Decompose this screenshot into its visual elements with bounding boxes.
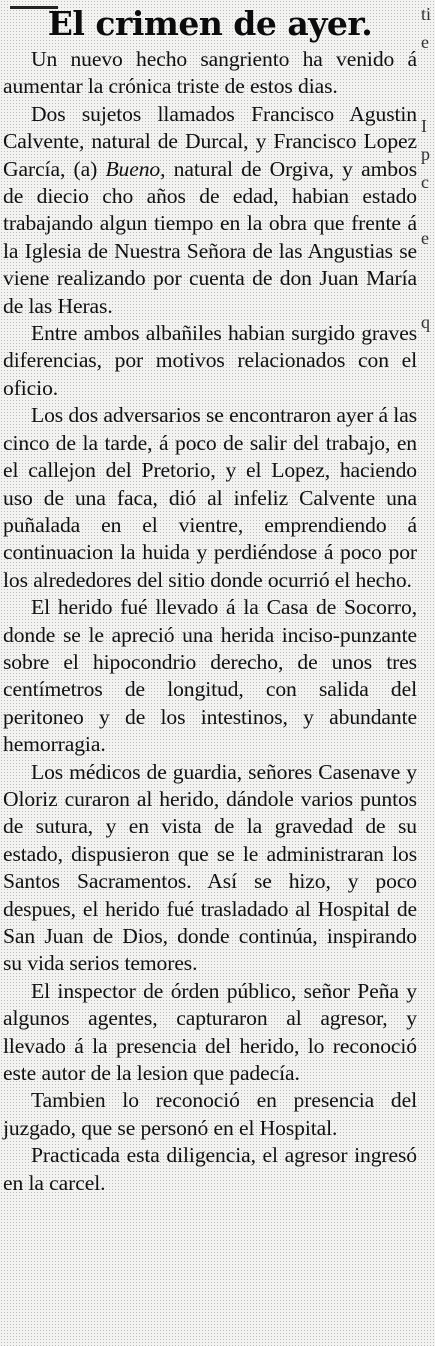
paragraph-2: Dos sujetos llamados Francisco Agustin Calvente, natural de Durcal, y Francisco Lopez García, (a) Bueno, natural de Orgiva, y ambos de diecio cho años de edad, habian estado trabajando algun tiempo en la obra que frente á la Iglesia de Nuestra Señora de las Angustias se viene realizando por cuenta de don Juan María de las Heras. bbox=[3, 101, 418, 318]
paragraph-4: Los dos adversarios se encontraron ayer á las cinco de la tarde, á poco de salir del trabajo, en el callejon del Pretorio, y el Lopez, haciendo uso de una faca, dió al infeliz Calvente una puñalada en el vientre, emprendiendo á continuacion la huida y perdiéndose á poco por los alrededores del sitio donde ocurrió el hecho. bbox=[3, 403, 417, 592]
margin-letter bbox=[421, 196, 435, 224]
margin-letter bbox=[421, 252, 435, 280]
nickname: Bueno bbox=[105, 156, 161, 181]
paragraph-7: El inspector de órden público, señor Peña y algunos agentes, capturaron al agresor, y llevado á la presencia del herido, lo reconoció este autor de la lesion que padecía. bbox=[3, 978, 417, 1086]
margin-letter bbox=[421, 56, 435, 84]
paragraph-9: Practicada esta diligencia, el agresor ingresó en la carcel. bbox=[3, 1143, 417, 1195]
paragraph-8: Tambien lo reconoció en presencia del juzgado, que se personó en el Hospital. bbox=[3, 1088, 417, 1140]
paragraph-6: Los médicos de guardia, señores Casenave y Oloriz curaron al herido, dándole varios puntos de sutura, y en vista de la gravedad de su estado, dispusieron que se le administraran los Santos Sacramentos. Así se hizo, y poco despues, el herido fué trasladado al Hospital de San Juan de Dios, donde continúa, inspirando su vida serios temores. bbox=[3, 759, 417, 976]
margin-letter: ti bbox=[421, 4, 432, 24]
margin-letter bbox=[421, 280, 435, 308]
paragraph-3: Entre ambos albañiles habian surgido graves diferencias, por motivos relacionados con el oficio. bbox=[3, 321, 417, 400]
margin-letter: q bbox=[421, 312, 430, 332]
margin-letter bbox=[421, 84, 435, 112]
adjacent-column-fragment bbox=[421, 0, 435, 1346]
paragraph-1: Un nuevo hecho sangriento ha venido á aumentar la crónica triste de estos dias. bbox=[3, 47, 417, 99]
article-title: El crimen de ayer. bbox=[47, 4, 373, 43]
article-column bbox=[3, 0, 417, 1197]
margin-letter: c bbox=[421, 172, 429, 192]
margin-letter: e bbox=[421, 228, 429, 248]
paragraph-5: El herido fué llevado á la Casa de Socorro, donde se le apreció una herida inciso-punzante sobre el hipocondrio derecho, de unos tres centímetros de longitud, con salida del peritoneo y de los intestinos, y abundante hemorragia. bbox=[3, 595, 417, 757]
margin-letter: p bbox=[421, 144, 430, 164]
margin-letter: I bbox=[421, 116, 427, 136]
margin-letter: e bbox=[421, 32, 429, 52]
